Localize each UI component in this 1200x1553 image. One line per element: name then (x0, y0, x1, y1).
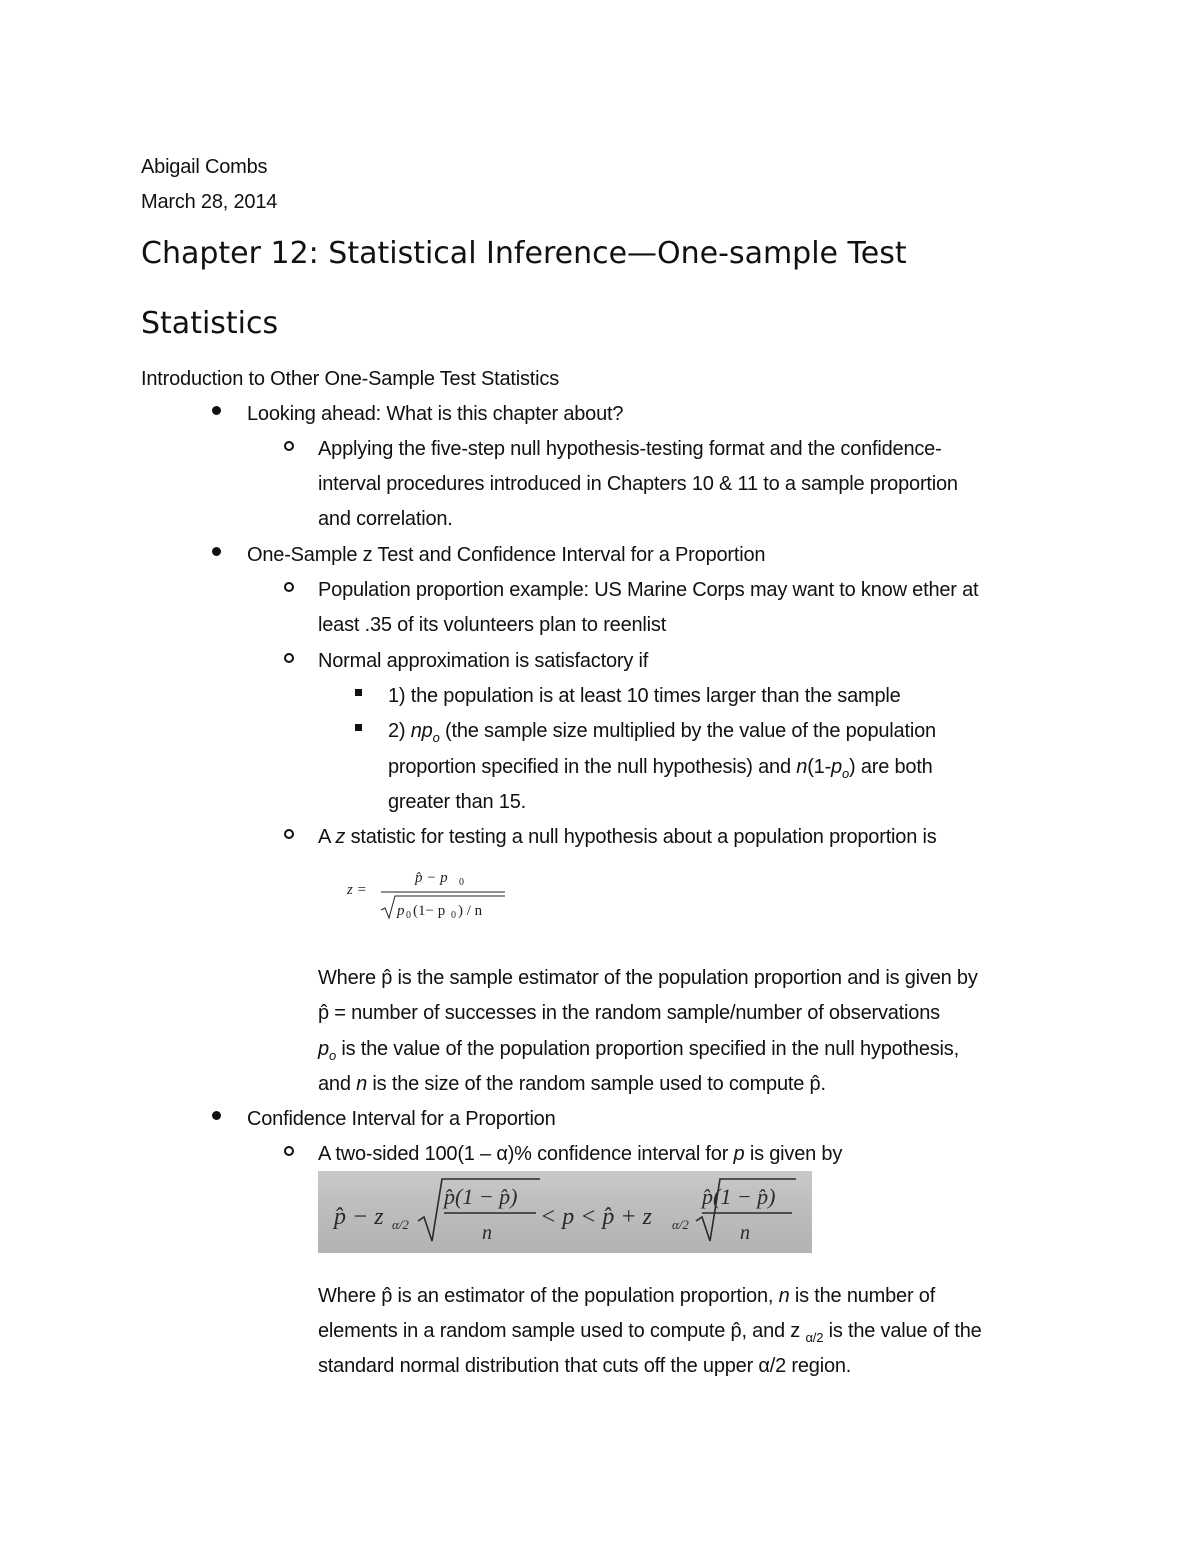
sub-bullet-marker (284, 653, 294, 663)
ci-right-subscript: α/2 (672, 1217, 689, 1232)
bullet-one-sample-z: One-Sample z Test and Confidence Interval for a Proportion (247, 544, 766, 566)
formula-denominator: p (397, 903, 405, 919)
ci-left-term: p̂ − z (334, 1204, 384, 1230)
ci-left-subscript: α/2 (392, 1217, 409, 1232)
sub-bullet-text: Applying the five-step null hypothesis-testing format and the confidence- (318, 438, 942, 460)
sub-bullet-marker (284, 1146, 294, 1156)
chapter-title-continued: Statistics (141, 306, 279, 341)
confidence-interval-formula-graphic (318, 1171, 812, 1253)
formula-numerator-subscript: 0 (459, 877, 464, 888)
formula-denominator: (1− p (413, 903, 446, 919)
tertiary-bullet-marker (355, 724, 362, 731)
sub-bullet-marker (284, 829, 294, 839)
tertiary-bullet-text: 1) the population is at least 10 times larger than the sample (388, 685, 901, 707)
section-heading: Introduction to Other One-Sample Test Statistics (141, 368, 560, 390)
confidence-interval-formula (318, 1171, 812, 1253)
sub-bullet-marker (284, 582, 294, 592)
ci-left-numerator: p̂(1 − p̂) (444, 1184, 518, 1209)
z-statistic-formula (345, 862, 515, 924)
definition-text: p̂ = number of successes in the random sample/number of observations (318, 1002, 940, 1024)
sub-bullet-marker (284, 441, 294, 451)
tertiary-bullet-text: 2) $np_o$ (the sample size multiplied by the value of the population (388, 720, 936, 745)
ci-left-denominator: n (482, 1222, 492, 1244)
formula-denominator: ) / n (458, 903, 483, 919)
sub-bullet-text: least .35 of its volunteers plan to reenlist (318, 614, 667, 636)
formula-numerator: p̂ − p (415, 870, 448, 886)
sub-bullet-text: Population proportion example: US Marine Corps may want to know ether at (318, 579, 979, 601)
tertiary-bullet-text: proportion specified in the null hypothesis) and $n(1-p_o)$ are both (388, 756, 933, 781)
definition-text: Where p̂ is an estimator of the population proportion, n is the number of (318, 1285, 936, 1307)
formula-lhs: z = (347, 882, 367, 898)
tertiary-bullet-marker (355, 689, 362, 696)
ci-right-denominator: n (740, 1222, 750, 1244)
bullet-confidence-interval: Confidence Interval for a Proportion (247, 1108, 556, 1130)
sub-bullet-text: and correlation. (318, 508, 453, 530)
sub-bullet-text: A two-sided 100(1 – α)% confidence interval for p is given by (318, 1143, 843, 1165)
definition-text: Where p̂ is the sample estimator of the population proportion and is given by (318, 967, 978, 989)
author-name: Abigail Combs (141, 156, 268, 178)
bullet-marker (212, 547, 221, 556)
formula-denominator-subscript: 0 (406, 910, 411, 921)
bullet-looking-ahead: Looking ahead: What is this chapter about? (247, 403, 624, 425)
ci-right-numerator: p̂(1 − p̂) (702, 1184, 776, 1209)
tertiary-bullet-text: greater than 15. (388, 791, 527, 813)
formula-denominator-subscript: 0 (451, 910, 456, 921)
sub-bullet-text: Normal approximation is satisfactory if (318, 650, 649, 672)
definition-text: $p_o$ is the value of the population proportion specified in the null hypothesis, (318, 1038, 959, 1063)
definition-text: elements in a random sample used to compute p̂, and z $_{\alpha/2}$ is the value of the (318, 1320, 982, 1345)
definition-text: standard normal distribution that cuts off the upper α/2 region. (318, 1355, 852, 1377)
definition-text: and n is the size of the random sample used to compute p̂. (318, 1073, 826, 1095)
ci-middle-term: < p < p̂ + z (540, 1204, 652, 1230)
bullet-marker (212, 406, 221, 415)
document-date: March 28, 2014 (141, 191, 278, 213)
bullet-marker (212, 1111, 221, 1120)
sub-bullet-text: interval procedures introduced in Chapters 10 & 11 to a sample proportion (318, 473, 958, 495)
chapter-title: Chapter 12: Statistical Inference—One-sample Test (141, 236, 907, 271)
sub-bullet-text: A z statistic for testing a null hypothesis about a population proportion is (318, 826, 937, 848)
